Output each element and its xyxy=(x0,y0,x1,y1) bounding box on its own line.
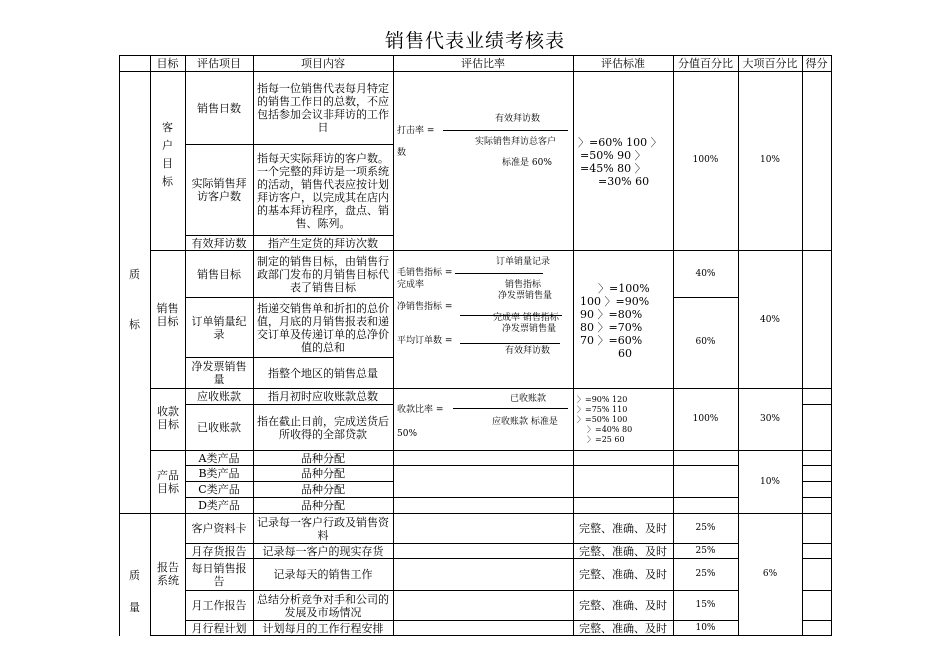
std-collection-l3: 〉=50% 100 xyxy=(577,415,628,424)
ratio-hit-label: 打击率 = xyxy=(397,126,435,136)
content-product-c: 品种分配 xyxy=(301,483,345,496)
ratio-avg-numerator: 净发票销售量 xyxy=(502,324,557,334)
std-sales-l2: 100 〉=90% xyxy=(580,295,650,308)
ratio-collection-denominator: 应收账款 标准是 xyxy=(492,417,558,427)
content-sales-target: 制定的销售目标，由销售行政部门发布的月销售目标代表了销售目标 xyxy=(257,254,389,294)
std-customer-l3: =45% 80 〉 xyxy=(580,162,646,175)
page-title: 销售代表业绩考核表 xyxy=(384,30,565,52)
item-monthly-report: 月工作报告 xyxy=(191,599,247,612)
content-monthly-plan: 计划每月的工作行程安排 xyxy=(262,621,384,635)
item-inventory-report: 月存货报告 xyxy=(191,544,247,558)
ratio-gross-numerator: 订单销量记录 xyxy=(496,257,551,267)
std-monthly-report: 完整、准确、及时 xyxy=(579,599,667,612)
content-actual-visits: 指每天实际拜访的客户数。一个完整的拜访是一项系统的活动，销售代表应按计划拜访客户，以完成其在店内的基本拜访程序，盘点、销售、陈列。 xyxy=(257,152,389,230)
item-actual-visits: 实际销售拜访客户数 xyxy=(191,177,247,203)
std-customer-l1: 〉=60% 100 〉 xyxy=(578,136,662,149)
content-received: 指在截止日前，完成送货后所收得的全部贷款 xyxy=(257,415,389,441)
target-product: 产品目标 xyxy=(157,469,179,495)
percent-sales-orders: 60% xyxy=(695,336,716,347)
item-product-a: A类产品 xyxy=(198,451,240,465)
content-product-b: 品种分配 xyxy=(301,467,345,480)
content-receivable: 指月初时应收账款总数 xyxy=(268,390,378,403)
std-collection-l4: 〉=40% 80 xyxy=(587,425,633,434)
item-product-b: B类产品 xyxy=(198,467,240,480)
header-item: 评估项目 xyxy=(197,56,241,70)
item-sales-days: 销售日数 xyxy=(197,101,241,115)
big-percent-customer: 10% xyxy=(759,154,780,165)
ratio-hit-numerator: 有效拜访数 xyxy=(495,114,541,124)
big-percent-product: 10% xyxy=(759,476,780,487)
content-daily-report: 记录每天的销售工作 xyxy=(273,568,373,581)
std-daily-report: 完整、准确、及时 xyxy=(579,568,667,581)
std-sales-l3: 90 〉=80% xyxy=(580,308,643,321)
item-effective-visits: 有效拜访数 xyxy=(191,236,247,250)
percent-sales-target: 40% xyxy=(695,268,716,279)
ratio-hit-fraction-bar xyxy=(443,130,568,131)
header-ratio: 评估比率 xyxy=(461,56,505,70)
std-collection-l2: 〉=75% 110 xyxy=(577,405,628,414)
item-sales-target: 销售目标 xyxy=(197,267,241,281)
ratio-avg-label: 平均订单数 = xyxy=(397,336,453,346)
header-content: 项目内容 xyxy=(301,56,345,70)
ratio-collection-label: 收款比率 = xyxy=(397,405,444,415)
std-inventory-report: 完整、准确、及时 xyxy=(579,544,667,558)
big-percent-report: 6% xyxy=(762,568,778,579)
header-percent: 分值百分比 xyxy=(678,56,733,70)
percent-inventory-report: 25% xyxy=(695,545,716,556)
ratio-gross-label2: 完成率 xyxy=(397,280,425,290)
std-customer-l4: =30% 60 xyxy=(598,175,650,188)
content-effective-visits: 指产生定货的拜访次数 xyxy=(268,236,378,250)
ratio-gross-denominator: 销售指标 xyxy=(505,280,542,290)
header-big-percent: 大项百分比 xyxy=(742,56,798,70)
item-order-volume: 订单销量纪录 xyxy=(191,314,247,341)
content-monthly-report: 总结分析竞争对手和公司的发展及市场情况 xyxy=(257,592,389,619)
std-customer-card: 完整、准确、及时 xyxy=(579,522,667,535)
item-product-c: C类产品 xyxy=(198,483,240,496)
big-percent-sales: 40% xyxy=(759,314,780,325)
percent-monthly-report: 15% xyxy=(695,600,716,610)
std-customer-l2: =50% 90 〉 xyxy=(580,149,646,162)
content-customer-card: 记录每一客户行政及销售资料 xyxy=(257,515,389,542)
std-sales-l6: 60 xyxy=(618,347,632,360)
ratio-collection-fraction-bar xyxy=(453,408,568,409)
percent-daily-report: 25% xyxy=(695,569,716,579)
item-monthly-plan: 月行程计划 xyxy=(191,621,247,635)
header-target: 目标 xyxy=(156,56,179,70)
ratio-collection-numerator: 已收账款 xyxy=(510,394,547,404)
std-monthly-plan: 完整、准确、及时 xyxy=(579,621,667,635)
header-score: 得分 xyxy=(805,56,828,70)
header-standard: 评估标准 xyxy=(601,56,645,70)
content-sales-days: 指每一位销售代表每月特定的销售工作日的总数，不应包括参加会议非拜访的工作日 xyxy=(257,82,389,134)
content-order-volume: 指递交销售单和折扣的总价值，月底的月销售报表和递交订单及传递订单的总净价值的总和 xyxy=(257,301,389,354)
percent-collection: 100% xyxy=(692,413,719,424)
content-net-invoice: 指整个地区的销售总量 xyxy=(268,366,378,380)
ratio-gross-label: 毛销售指标 = xyxy=(397,268,453,278)
item-customer-card: 客户资料卡 xyxy=(191,522,247,535)
ratio-collection-tail: 50% xyxy=(397,429,418,439)
ratio-gross-fraction-bar xyxy=(455,273,543,274)
std-collection-l1: 〉=90% 120 xyxy=(577,395,628,404)
ratio-net-numerator: 净发票销售量 xyxy=(498,291,553,301)
category-quality: 质 量 xyxy=(129,569,140,614)
category-quality-standard: 质 标 xyxy=(129,268,140,331)
std-collection-l5: 〉=25 60 xyxy=(587,435,625,444)
ratio-net-denominator: 完成率 销售指标 xyxy=(493,313,559,323)
ratio-net-label: 净销售指标 = xyxy=(397,302,453,312)
std-sales-l1: 〉=100% xyxy=(598,282,650,295)
target-sales: 销售目标 xyxy=(156,302,179,328)
target-collection: 收款目标 xyxy=(157,405,179,431)
ratio-hit-denominator: 实际销售拜访总客户 xyxy=(475,137,557,147)
std-sales-l5: 70 〉=60% xyxy=(580,334,643,347)
target-report: 报告系统 xyxy=(157,561,179,587)
content-product-a: 品种分配 xyxy=(301,451,345,465)
item-daily-report: 每日销售报告 xyxy=(191,561,247,588)
std-sales-l4: 80 〉=70% xyxy=(580,321,643,334)
percent-monthly-plan: 10% xyxy=(695,622,716,633)
content-inventory-report: 记录每一客户的现实存货 xyxy=(262,544,384,558)
ratio-hit-std: 标准是 60% xyxy=(502,158,552,168)
item-product-d: D类产品 xyxy=(198,499,240,512)
target-customer: 客 户 目 标 xyxy=(162,121,173,188)
item-received: 已收账款 xyxy=(197,421,241,434)
ratio-avg-denominator: 有效拜访数 xyxy=(505,346,551,356)
percent-customer-card: 25% xyxy=(695,523,716,533)
item-net-invoice: 净发票销售量 xyxy=(191,360,247,386)
ratio-avg-fraction-bar xyxy=(460,343,560,344)
ratio-hit-label2: 数 xyxy=(397,148,407,158)
big-percent-collection: 30% xyxy=(759,413,780,424)
percent-customer: 100% xyxy=(692,154,719,165)
content-product-d: 品种分配 xyxy=(301,499,345,512)
item-receivable: 应收账款 xyxy=(197,390,241,403)
